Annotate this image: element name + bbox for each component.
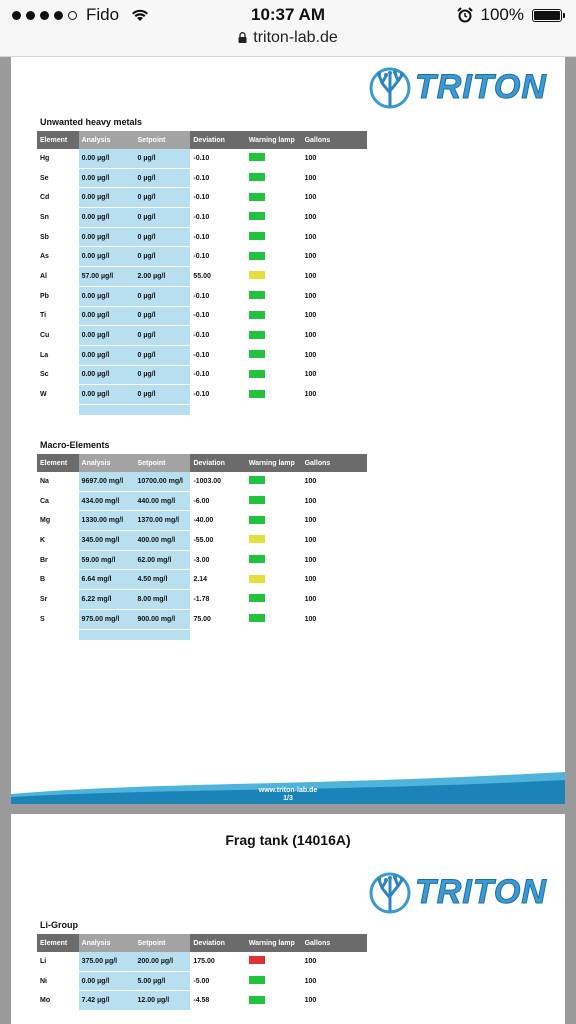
table-row [37, 365, 367, 385]
warning-lamp-cell [246, 590, 302, 610]
cell-dev: -6.00 [190, 491, 245, 511]
cell-sp: 440.00 mg/l [134, 491, 190, 511]
column-header: Element [37, 454, 79, 472]
heavy-metals-table [37, 131, 367, 416]
cell-el: Mo [37, 991, 79, 1011]
report-page-1 [11, 57, 565, 804]
column-header: Gallons [302, 454, 367, 472]
column-header: Element [37, 934, 79, 952]
warning-lamp-cell [246, 149, 302, 168]
cell-gal: 100 [302, 511, 367, 531]
cell-gal: 100 [302, 326, 367, 346]
warning-lamp-indicator [249, 390, 265, 398]
warning-lamp-indicator [249, 291, 265, 299]
table-row [37, 208, 367, 228]
cell-sp: 4.50 mg/l [134, 570, 190, 590]
cell-sp: 0 µg/l [135, 345, 191, 365]
cell-dev: -0.10 [190, 306, 245, 326]
triton-logo [369, 870, 547, 914]
cell-dev: -0.10 [190, 326, 245, 346]
cell-sp: 0 µg/l [135, 208, 191, 228]
cell-gal: 100 [302, 952, 367, 971]
column-header: Analysis [79, 131, 135, 149]
warning-lamp-cell [246, 472, 302, 491]
warning-lamp-indicator [249, 173, 265, 181]
cell-gal: 100 [302, 991, 367, 1011]
cell-el: La [37, 345, 79, 365]
cell-gal: 100 [302, 286, 367, 306]
cell-dev: -0.10 [190, 227, 245, 247]
warning-lamp-indicator [249, 153, 265, 161]
cell-sp: 200.00 µg/l [135, 952, 191, 971]
cell-sp: 0 µg/l [135, 385, 191, 405]
cell-el: Se [37, 168, 79, 188]
warning-lamp-indicator [249, 996, 265, 1004]
cell-dev: 75.00 [190, 609, 245, 629]
cell-sp: 10700.00 mg/l [134, 472, 190, 491]
page-footer [11, 787, 565, 803]
empty-cell [134, 629, 190, 640]
cell-dev: -0.10 [190, 385, 245, 405]
coral-logo-icon [369, 65, 411, 109]
warning-lamp-cell [246, 991, 302, 1011]
column-header: Gallons [302, 131, 367, 149]
cell-el: Sb [37, 227, 79, 247]
cell-gal: 100 [302, 385, 367, 405]
cell-an: 0.00 µg/l [79, 365, 135, 385]
address-bar[interactable] [0, 29, 576, 47]
cell-dev: -4.58 [190, 991, 245, 1011]
warning-lamp-cell [246, 550, 302, 570]
column-header: Gallons [302, 934, 367, 952]
cell-dev: -0.10 [190, 286, 245, 306]
table-row [37, 247, 367, 267]
table-row [37, 168, 367, 188]
cell-an: 0.00 µg/l [79, 168, 135, 188]
cell-an: 0.00 µg/l [79, 149, 135, 168]
cell-gal: 100 [302, 149, 367, 168]
cell-el: Ni [37, 971, 79, 991]
cell-an: 6.22 mg/l [79, 590, 135, 610]
column-header: Element [37, 131, 79, 149]
cell-gal: 100 [302, 550, 367, 570]
warning-lamp-cell [246, 511, 302, 531]
cell-sp: 0 µg/l [135, 365, 191, 385]
cell-gal: 100 [302, 609, 367, 629]
cell-el: W [37, 385, 79, 405]
empty-cell [79, 629, 135, 640]
cell-an: 7.42 µg/l [79, 991, 135, 1011]
cell-el: Sr [37, 590, 79, 610]
warning-lamp-indicator [249, 232, 265, 240]
warning-lamp-indicator [249, 331, 265, 339]
column-header: Warning lamp [246, 131, 302, 149]
cell-gal: 100 [302, 188, 367, 208]
logo-text: TRITON [415, 872, 547, 911]
cell-dev: -0.10 [190, 247, 245, 267]
cell-el: K [37, 531, 79, 551]
table-row [37, 991, 367, 1011]
cell-el: Pb [37, 286, 79, 306]
empty-cell [37, 404, 79, 415]
cell-dev: 175.00 [190, 952, 245, 971]
table-padding-row [37, 404, 367, 415]
cell-gal: 100 [302, 491, 367, 511]
macro-elements-title: Macro-Elements [40, 440, 110, 450]
table-row [37, 511, 367, 531]
cell-sp: 0 µg/l [135, 247, 191, 267]
cell-an: 0.00 µg/l [79, 971, 135, 991]
cell-el: Sn [37, 208, 79, 228]
table-row [37, 531, 367, 551]
cell-sp: 0 µg/l [135, 149, 191, 168]
table-row [37, 345, 367, 365]
column-header: Setpoint [134, 454, 190, 472]
cell-an: 6.64 mg/l [79, 570, 135, 590]
empty-cell [246, 404, 302, 415]
cell-dev: -55.00 [190, 531, 245, 551]
cell-gal: 100 [302, 472, 367, 491]
cell-sp: 0 µg/l [135, 168, 191, 188]
footer-site-link[interactable]: www.triton-lab.de [258, 787, 318, 794]
cell-an: 0.00 µg/l [79, 247, 135, 267]
cell-an: 0.00 µg/l [79, 188, 135, 208]
table-row [37, 550, 367, 570]
cell-an: 59.00 mg/l [79, 550, 135, 570]
cell-el: Al [37, 267, 79, 287]
table-padding-row [37, 629, 367, 640]
warning-lamp-cell [246, 188, 302, 208]
battery-percent: 100% [480, 5, 524, 24]
footer-page-number: 1/3 [283, 795, 293, 802]
warning-lamp-indicator [249, 976, 265, 984]
cell-el: Li [37, 952, 79, 971]
warning-lamp-indicator [249, 956, 265, 964]
cell-el: Mg [37, 511, 79, 531]
cell-dev: -0.10 [190, 188, 245, 208]
warning-lamp-indicator [249, 370, 265, 378]
cell-sp: 12.00 µg/l [135, 991, 191, 1011]
cell-sp: 62.00 mg/l [134, 550, 190, 570]
cell-gal: 100 [302, 531, 367, 551]
cell-el: S [37, 609, 79, 629]
table-row [37, 286, 367, 306]
empty-cell [79, 404, 135, 415]
column-header: Analysis [79, 934, 135, 952]
warning-lamp-cell [246, 952, 302, 971]
cell-dev: -40.00 [190, 511, 245, 531]
warning-lamp-cell [246, 385, 302, 405]
cell-el: B [37, 570, 79, 590]
cell-sp: 1370.00 mg/l [134, 511, 190, 531]
column-header: Setpoint [135, 934, 191, 952]
cell-el: Ti [37, 306, 79, 326]
cell-an: 0.00 µg/l [79, 227, 135, 247]
cell-sp: 900.00 mg/l [134, 609, 190, 629]
heavy-metals-title: Unwanted heavy metals [40, 117, 143, 127]
cell-el: Sc [37, 365, 79, 385]
tank-title: Frag tank (14016A) [225, 832, 351, 848]
cell-sp: 5.00 µg/l [135, 971, 191, 991]
cell-an: 0.00 µg/l [79, 208, 135, 228]
cell-an: 0.00 µg/l [79, 306, 135, 326]
table-row [37, 590, 367, 610]
cell-gal: 100 [302, 208, 367, 228]
table-row [37, 609, 367, 629]
warning-lamp-indicator [249, 496, 265, 504]
cell-el: Hg [37, 149, 79, 168]
table-row [37, 227, 367, 247]
li-group-table [37, 934, 367, 1011]
warning-lamp-indicator [249, 594, 265, 602]
empty-cell [37, 629, 79, 640]
status-bar [0, 0, 576, 57]
report-page-2 [11, 814, 565, 1024]
table-header-row [37, 454, 367, 472]
warning-lamp-indicator [249, 271, 265, 279]
cell-sp: 2.00 µg/l [135, 267, 191, 287]
column-header: Setpoint [135, 131, 191, 149]
empty-cell [246, 629, 302, 640]
macro-elements-table [37, 454, 367, 641]
cell-an: 0.00 µg/l [79, 286, 135, 306]
table-row [37, 188, 367, 208]
column-header: Deviation [190, 934, 245, 952]
warning-lamp-cell [246, 168, 302, 188]
cell-gal: 100 [302, 570, 367, 590]
alarm-icon [457, 7, 473, 23]
carrier-name: Fido [86, 5, 120, 24]
column-header: Warning lamp [246, 934, 302, 952]
cell-sp: 0 µg/l [135, 227, 191, 247]
warning-lamp-indicator [249, 516, 265, 524]
cell-sp: 0 µg/l [135, 188, 191, 208]
cell-gal: 100 [302, 345, 367, 365]
warning-lamp-cell [246, 208, 302, 228]
cell-an: 975.00 mg/l [79, 609, 135, 629]
cell-dev: -3.00 [190, 550, 245, 570]
cell-dev: -1003.00 [190, 472, 245, 491]
cell-gal: 100 [302, 227, 367, 247]
warning-lamp-cell [246, 267, 302, 287]
warning-lamp-cell [246, 345, 302, 365]
cell-gal: 100 [302, 168, 367, 188]
cell-an: 434.00 mg/l [79, 491, 135, 511]
empty-cell [302, 629, 367, 640]
cell-dev: -0.10 [190, 208, 245, 228]
table-row [37, 570, 367, 590]
empty-cell [135, 404, 191, 415]
li-group-title: Li-Group [40, 920, 78, 930]
cell-dev: -1.78 [190, 590, 245, 610]
table-row [37, 472, 367, 491]
cell-sp: 8.00 mg/l [134, 590, 190, 610]
cell-sp: 400.00 mg/l [134, 531, 190, 551]
cell-gal: 100 [302, 267, 367, 287]
lock-icon [238, 32, 247, 43]
cell-an: 0.00 µg/l [79, 326, 135, 346]
warning-lamp-cell [246, 609, 302, 629]
column-header: Analysis [79, 454, 135, 472]
warning-lamp-cell [246, 531, 302, 551]
empty-cell [302, 404, 367, 415]
cell-dev: -0.10 [190, 345, 245, 365]
cell-gal: 100 [302, 247, 367, 267]
warning-lamp-indicator [249, 212, 265, 220]
warning-lamp-cell [246, 326, 302, 346]
table-row [37, 149, 367, 168]
cell-sp: 0 µg/l [135, 306, 191, 326]
cell-dev: -0.10 [190, 365, 245, 385]
coral-logo-icon [369, 870, 411, 914]
warning-lamp-cell [246, 570, 302, 590]
cell-dev: -0.10 [190, 168, 245, 188]
table-row [37, 971, 367, 991]
warning-lamp-cell [246, 971, 302, 991]
cell-el: Cd [37, 188, 79, 208]
cell-el: Cu [37, 326, 79, 346]
warning-lamp-indicator [249, 193, 265, 201]
table-row [37, 385, 367, 405]
cell-gal: 100 [302, 306, 367, 326]
cell-gal: 100 [302, 365, 367, 385]
cell-gal: 100 [302, 971, 367, 991]
warning-lamp-indicator [249, 252, 265, 260]
warning-lamp-cell [246, 365, 302, 385]
cell-an: 57.00 µg/l [79, 267, 135, 287]
cell-dev: 2.14 [190, 570, 245, 590]
cell-dev: -0.10 [190, 149, 245, 168]
cell-sp: 0 µg/l [135, 326, 191, 346]
cell-an: 345.00 mg/l [79, 531, 135, 551]
warning-lamp-indicator [249, 350, 265, 358]
warning-lamp-cell [246, 306, 302, 326]
warning-lamp-cell [246, 286, 302, 306]
table-row [37, 491, 367, 511]
cell-an: 375.00 µg/l [79, 952, 135, 971]
cell-dev: -5.00 [190, 971, 245, 991]
table-header-row [37, 934, 367, 952]
table-row [37, 306, 367, 326]
table-header-row [37, 131, 367, 149]
clock: 10:37 AM [250, 5, 325, 24]
warning-lamp-indicator [249, 555, 265, 563]
cell-gal: 100 [302, 590, 367, 610]
table-row [37, 952, 367, 971]
warning-lamp-cell [246, 227, 302, 247]
warning-lamp-indicator [249, 575, 265, 583]
table-row [37, 326, 367, 346]
logo-text: TRITON [415, 67, 547, 106]
warning-lamp-indicator [249, 476, 265, 484]
empty-cell [190, 629, 245, 640]
warning-lamp-cell [246, 247, 302, 267]
cell-an: 0.00 µg/l [79, 385, 135, 405]
cell-el: As [37, 247, 79, 267]
empty-cell [190, 404, 245, 415]
column-header: Warning lamp [246, 454, 302, 472]
column-header: Deviation [190, 454, 245, 472]
url-text: triton-lab.de [253, 29, 338, 46]
warning-lamp-indicator [249, 614, 265, 622]
cell-el: Ca [37, 491, 79, 511]
warning-lamp-indicator [249, 311, 265, 319]
triton-logo [369, 65, 547, 109]
cell-an: 0.00 µg/l [79, 345, 135, 365]
warning-lamp-indicator [249, 535, 265, 543]
cell-dev: 55.00 [190, 267, 245, 287]
table-row [37, 267, 367, 287]
cell-an: 9697.00 mg/l [79, 472, 135, 491]
warning-lamp-cell [246, 491, 302, 511]
cell-an: 1330.00 mg/l [79, 511, 135, 531]
cell-el: Na [37, 472, 79, 491]
cell-sp: 0 µg/l [135, 286, 191, 306]
column-header: Deviation [190, 131, 245, 149]
battery-icon [532, 9, 562, 22]
cell-el: Br [37, 550, 79, 570]
